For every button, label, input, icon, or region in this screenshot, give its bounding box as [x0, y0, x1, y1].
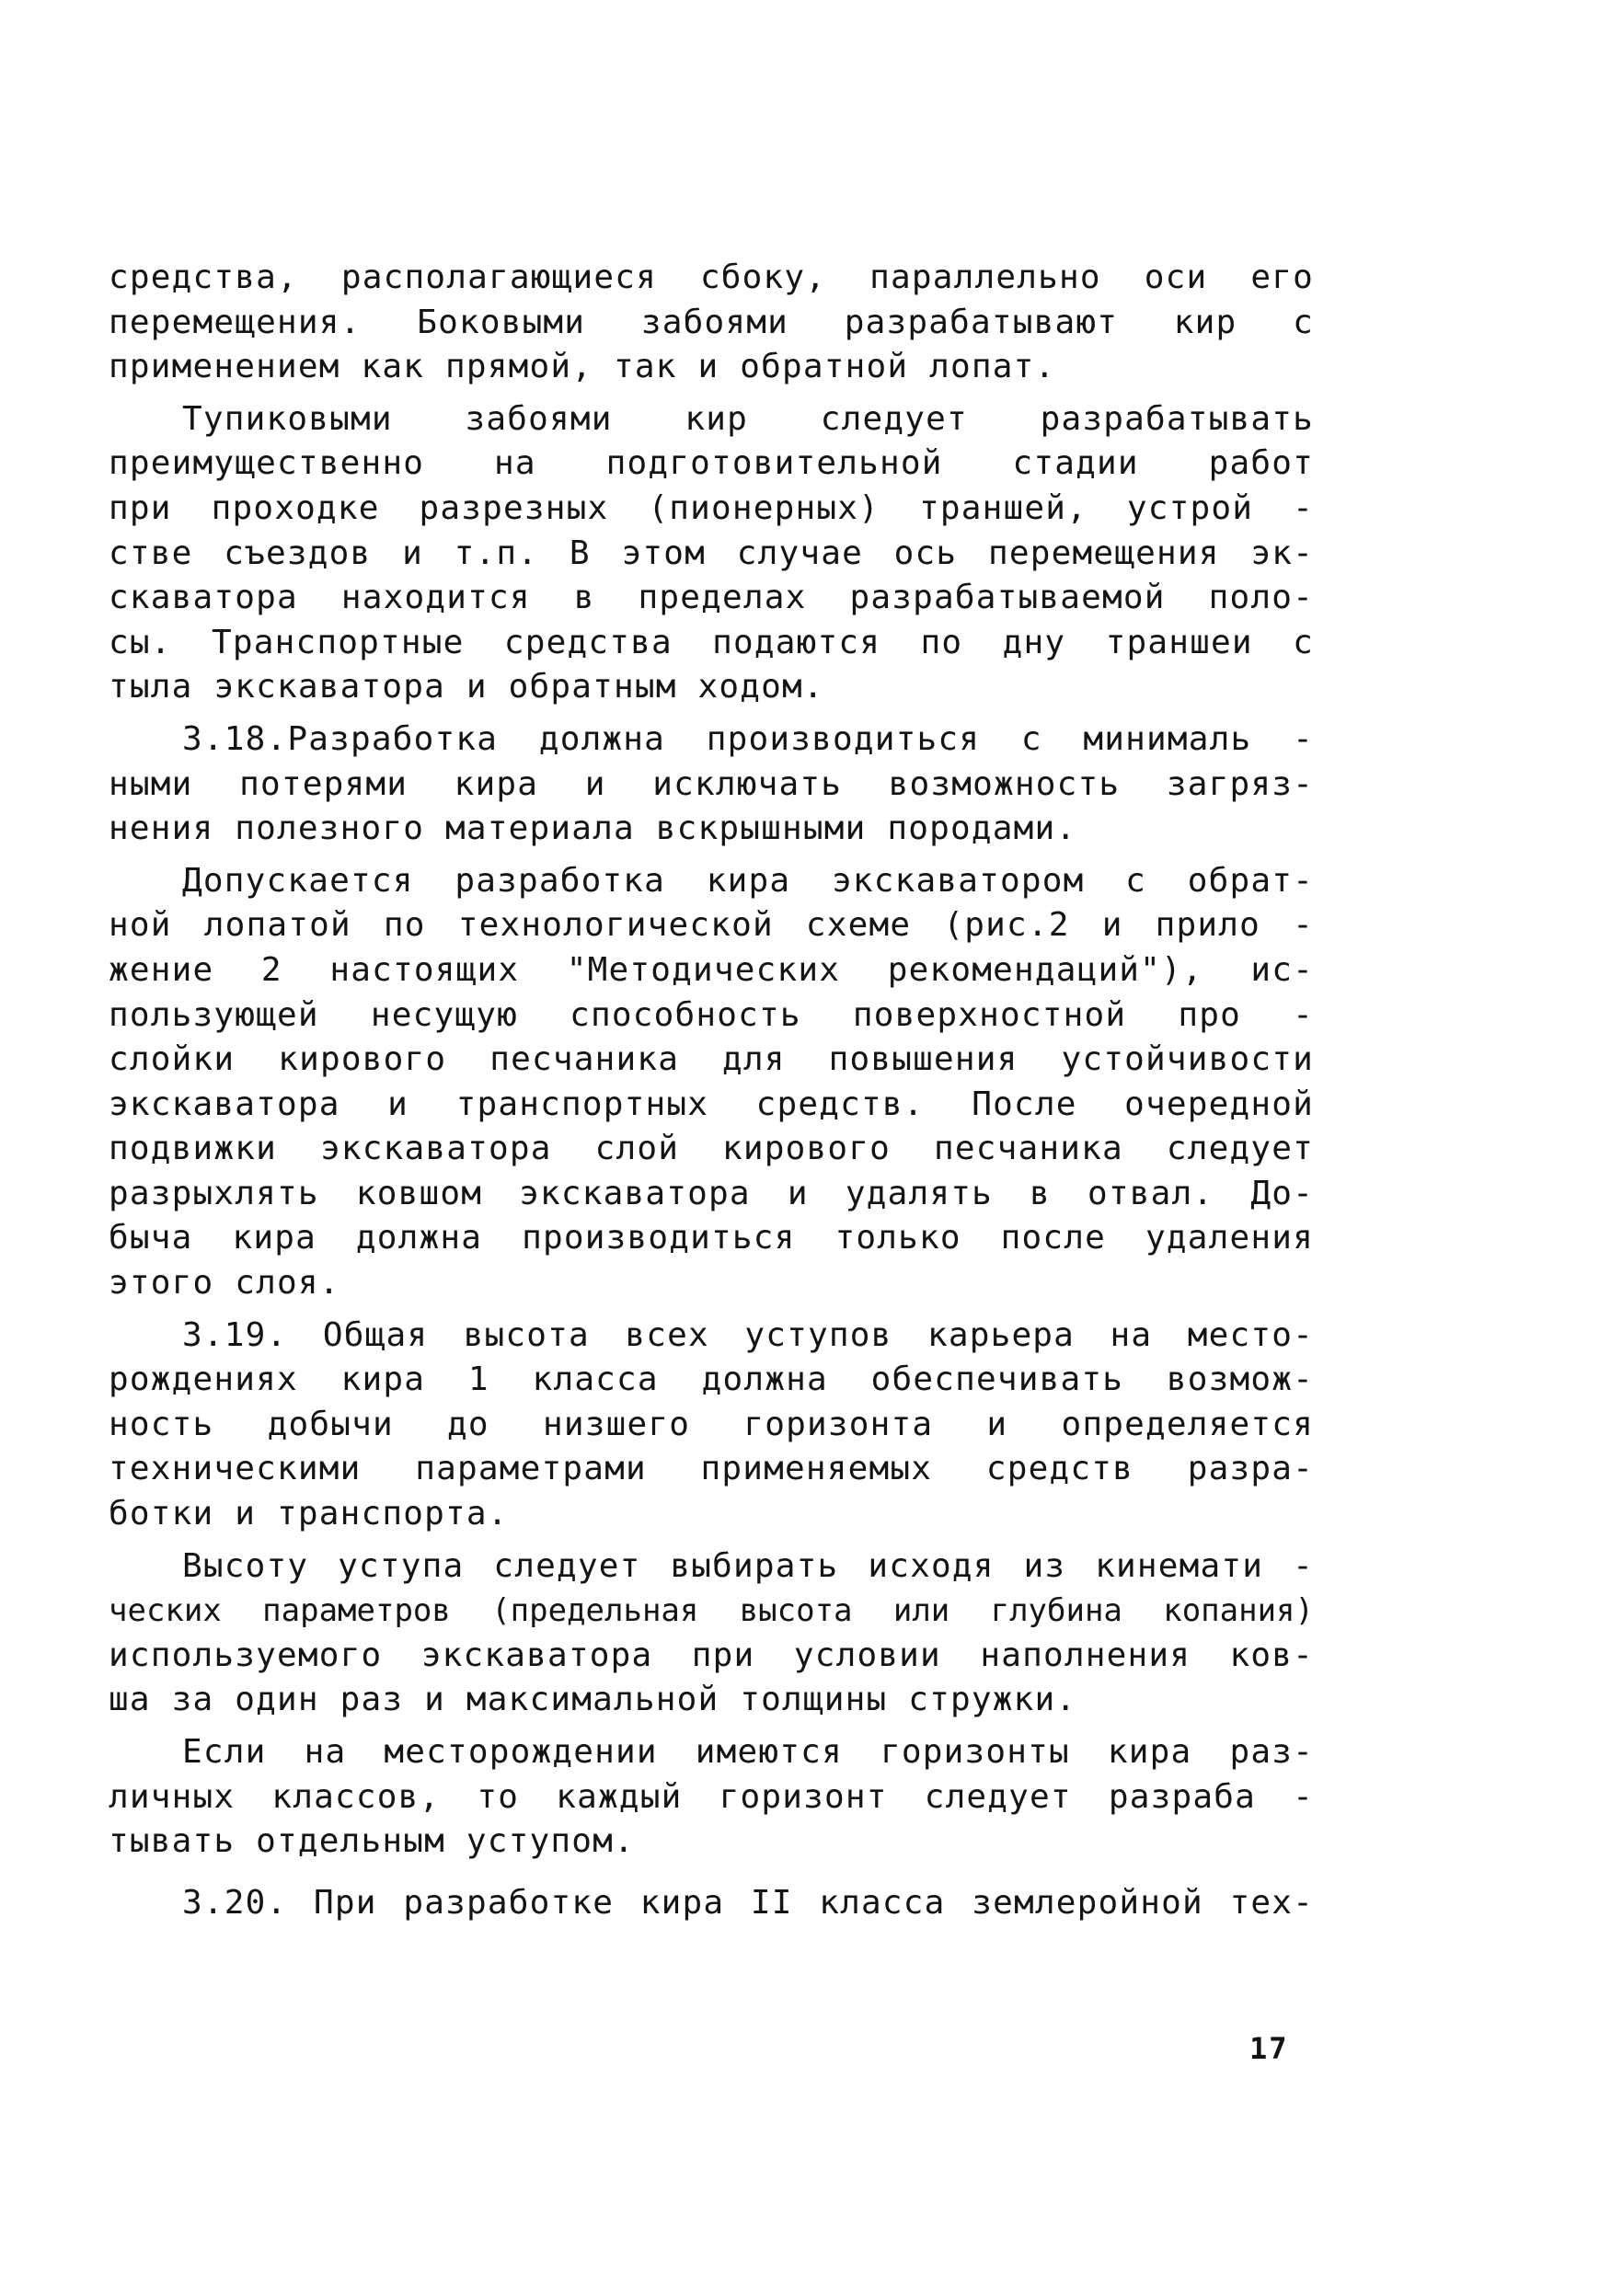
text-line: ческих параметров (предельная высота или глубина копания): [109, 1592, 1314, 1630]
paragraph-6: [109, 1544, 1314, 1723]
text-line: тывать отдельным уступом.: [109, 1822, 635, 1861]
text-line: перемещения. Боковыми забоями разрабатывают кир с: [109, 303, 1314, 341]
text-line: 3.19. Общая высота всех уступов карьера на место-: [182, 1315, 1314, 1354]
text-line: рождениях кира 1 класса должна обеспечивать возмож-: [109, 1360, 1314, 1399]
text-line: скаватора находится в пределах разрабатываемой поло-: [109, 579, 1314, 617]
text-line: ными потерями кира и исключать возможность загряз-: [109, 764, 1314, 803]
text-line: ной лопатой по технологической схеме (рис.2 и прило -: [109, 906, 1314, 945]
text-line: при проходке разрезных (пионерных) траншей, устрой -: [109, 488, 1314, 527]
paragraph-7: [109, 1730, 1314, 1865]
text-line: жение 2 настоящих "Методических рекомендаций"), ис-: [109, 950, 1314, 989]
text-line: ность добычи до низшего горизонта и определяется: [109, 1405, 1314, 1443]
page-number: 17: [1249, 2031, 1289, 2066]
paragraph-3-18: [109, 718, 1314, 852]
text-line: экскаватора и транспортных средств. После очередной: [109, 1085, 1314, 1123]
text-line: пользующей несущую способность поверхностной про -: [109, 995, 1314, 1034]
body-text: [109, 256, 1314, 1933]
text-line: средства, располагающиеся сбоку, параллельно оси его: [109, 258, 1314, 296]
text-line: тыла экскаватора и обратным ходом.: [109, 668, 824, 706]
text-line: разрыхлять ковшом экскаватора и удалять в отвал. До-: [109, 1174, 1314, 1212]
text-line: подвижки экскаватора слой кирового песчаника следует: [109, 1130, 1314, 1168]
text-line: ша за один раз и максимальной толщины стружки.: [109, 1681, 1077, 1719]
text-line: нения полезного материала вскрышными породами.: [109, 809, 1077, 848]
text-line: ботки и транспорта.: [109, 1495, 509, 1533]
text-line: личных классов, то каждый горизонт следует разраба -: [109, 1777, 1314, 1816]
paragraph-3-20: [109, 1881, 1314, 1926]
text-line: Если на месторождении имеются горизонты кира раз-: [182, 1733, 1314, 1771]
text-line: Допускается разработка кира экскаватором с обрат-: [182, 861, 1314, 900]
text-line: техническими параметрами применяемых средств разра-: [109, 1450, 1314, 1488]
text-line: слойки кирового песчаника для повышения устойчивости: [109, 1040, 1314, 1079]
text-line: Тупиковыми забоями кир следует разрабатывать: [182, 399, 1314, 438]
text-line: этого слоя.: [109, 1264, 340, 1303]
text-line: используемого экскаватора при условии наполнения ков-: [109, 1636, 1314, 1674]
text-line: 3.20. При разработке кира II класса землеройной тех-: [182, 1883, 1314, 1922]
paragraph-1: [109, 256, 1314, 390]
paragraph-2: [109, 397, 1314, 710]
text-line: стве съездов и т.п. В этом случае ось перемещения эк-: [109, 534, 1314, 572]
text-line: применением как прямой, так и обратной лопат.: [109, 348, 1056, 386]
text-line: Высоту уступа следует выбирать исходя из кинемати -: [182, 1546, 1314, 1585]
text-line: быча кира должна производиться только после удаления: [109, 1219, 1314, 1257]
text-line: преимущественно на подготовительной стадии работ: [109, 444, 1314, 483]
text-line: сы. Транспортные средства подаются по дну траншеи с: [109, 623, 1314, 661]
paragraph-3-19: [109, 1314, 1314, 1537]
paragraph-4: [109, 859, 1314, 1306]
text-line: 3.18.Разработка должна производиться с минималь -: [182, 719, 1314, 758]
